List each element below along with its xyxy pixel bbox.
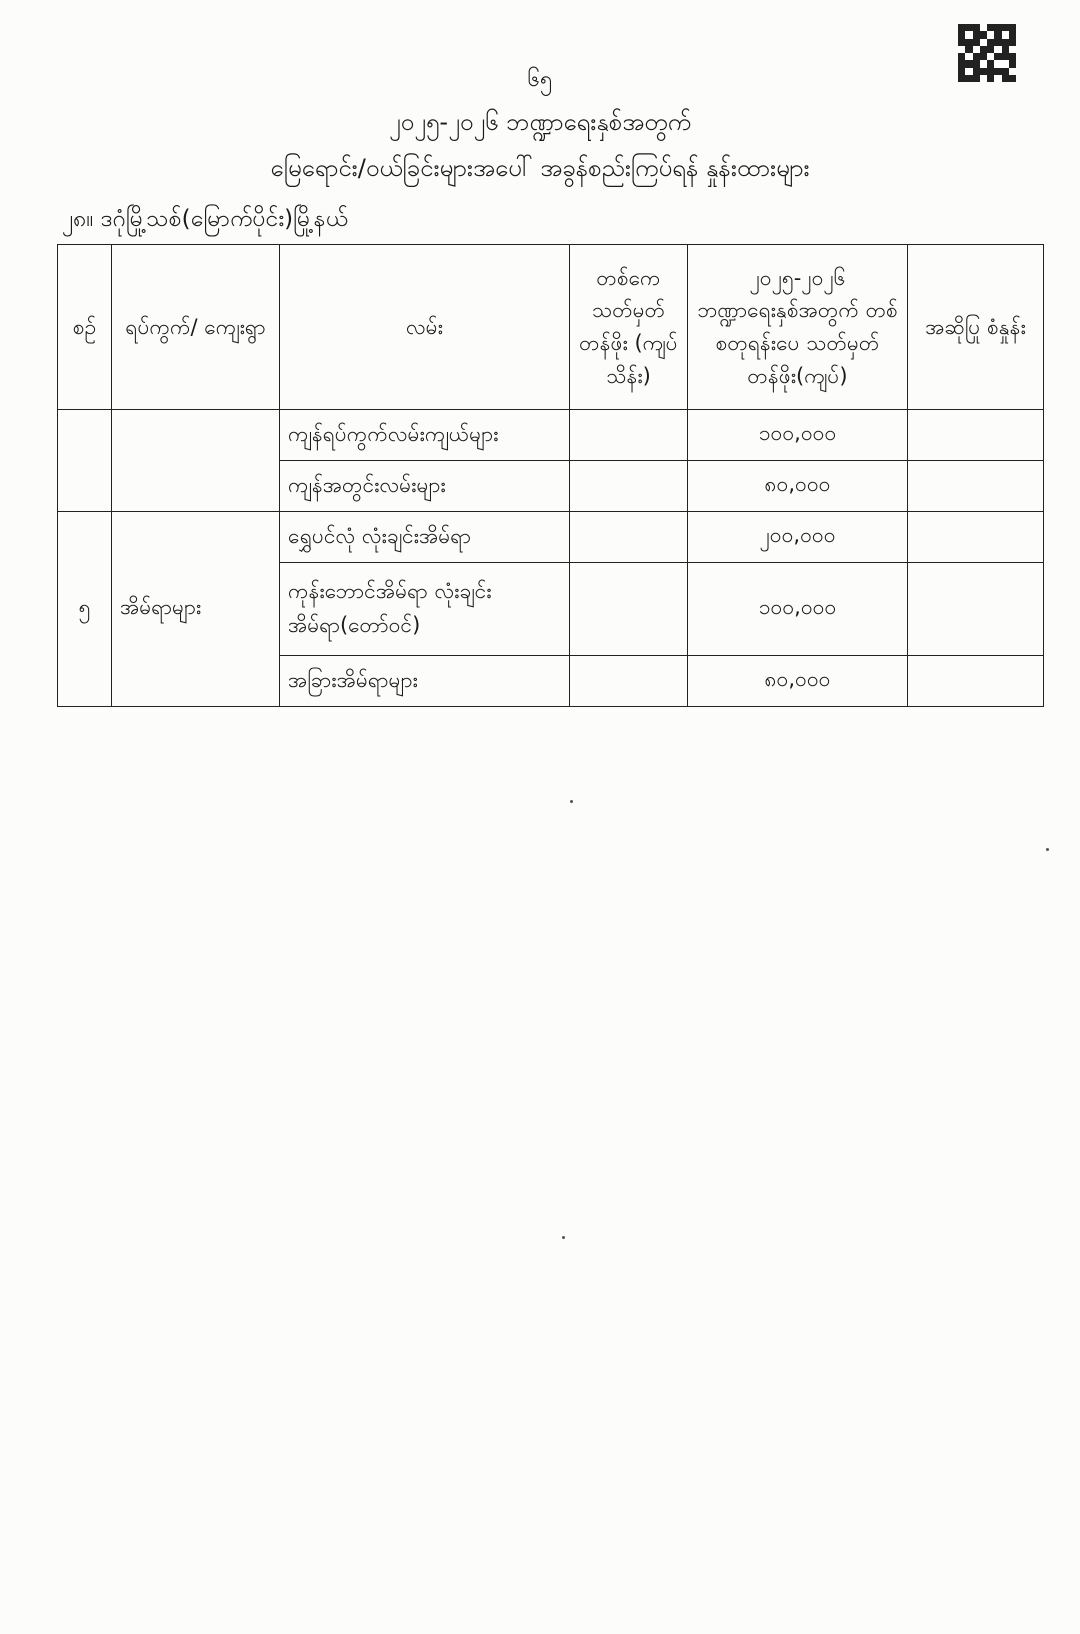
header-road: လမ်း — [280, 245, 570, 410]
cell-new-value: ၈၀,၀၀၀ — [688, 461, 908, 512]
page-number: ၆၅ — [527, 67, 553, 92]
cell-remark — [908, 563, 1044, 656]
table-row — [58, 512, 1044, 563]
cell-ward: အိမ်ရာများ — [112, 512, 280, 707]
cell-old-value — [570, 410, 688, 461]
cell-road: ကျန်ရပ်ကွက်လမ်းကျယ်များ — [280, 410, 570, 461]
cell-new-value: ၂၀၀,၀၀၀ — [688, 512, 908, 563]
cell-road: ကုန်းဘောင်အိမ်ရာ လုံးချင်းအိမ်ရာ(တော်ဝင်) — [280, 563, 570, 656]
table-row — [58, 410, 1044, 461]
cell-remark — [908, 461, 1044, 512]
header-ward: ရပ်ကွက်/ ကျေးရွာ — [112, 245, 280, 410]
cell-ward — [112, 410, 280, 512]
cell-remark — [908, 656, 1044, 707]
cell-old-value — [570, 461, 688, 512]
cell-new-value: ၁၀၀,၀၀၀ — [688, 410, 908, 461]
scan-speck — [1046, 848, 1049, 851]
cell-road: အခြားအိမ်ရာများ — [280, 656, 570, 707]
cell-road: ရွှေပင်လုံ လုံးချင်းအိမ်ရာ — [280, 512, 570, 563]
cell-road: ကျန်အတွင်းလမ်းများ — [280, 461, 570, 512]
cell-remark — [908, 512, 1044, 563]
title-fiscal-year: ၂၀၂၅-၂၀၂၆ ဘဏ္ဍာရေးနှစ်အတွက် — [388, 108, 692, 136]
cell-no — [58, 410, 112, 512]
scan-speck — [562, 1236, 565, 1239]
cell-new-value: ၁၀၀,၀၀၀ — [688, 563, 908, 656]
header-old-value: တစ်ကေ သတ်မှတ် တန်ဖိုး (ကျပ်သိန်း) — [570, 245, 688, 410]
header-no: စဉ် — [58, 245, 112, 410]
section-heading: ၂၈။ ဒဂုံမြို့သစ်(မြောက်ပိုင်း)မြို့နယ် — [62, 206, 348, 232]
cell-old-value — [570, 512, 688, 563]
table-header-row — [58, 245, 1044, 410]
cell-remark — [908, 410, 1044, 461]
cell-no: ၅ — [58, 512, 112, 707]
cell-old-value — [570, 563, 688, 656]
header-new-value: ၂၀၂၅-၂၀၂၆ ဘဏ္ဍာရေးနှစ်အတွက် တစ်စတုရန်းပေ သတ်မှတ်တန်ဖိုး(ကျပ်) — [688, 245, 908, 410]
scan-speck — [570, 800, 573, 803]
cell-new-value: ၈၀,၀၀၀ — [688, 656, 908, 707]
cell-old-value — [570, 656, 688, 707]
tax-rate-table — [57, 244, 1044, 707]
title-tax-rates: မြေရောင်း/ဝယ်ခြင်းများအပေါ် အခွန်စည်းကြပ်ရန် နှုန်းထားများ — [270, 154, 810, 182]
header-remark: အဆိုပြု စံနှုန်း — [908, 245, 1044, 410]
